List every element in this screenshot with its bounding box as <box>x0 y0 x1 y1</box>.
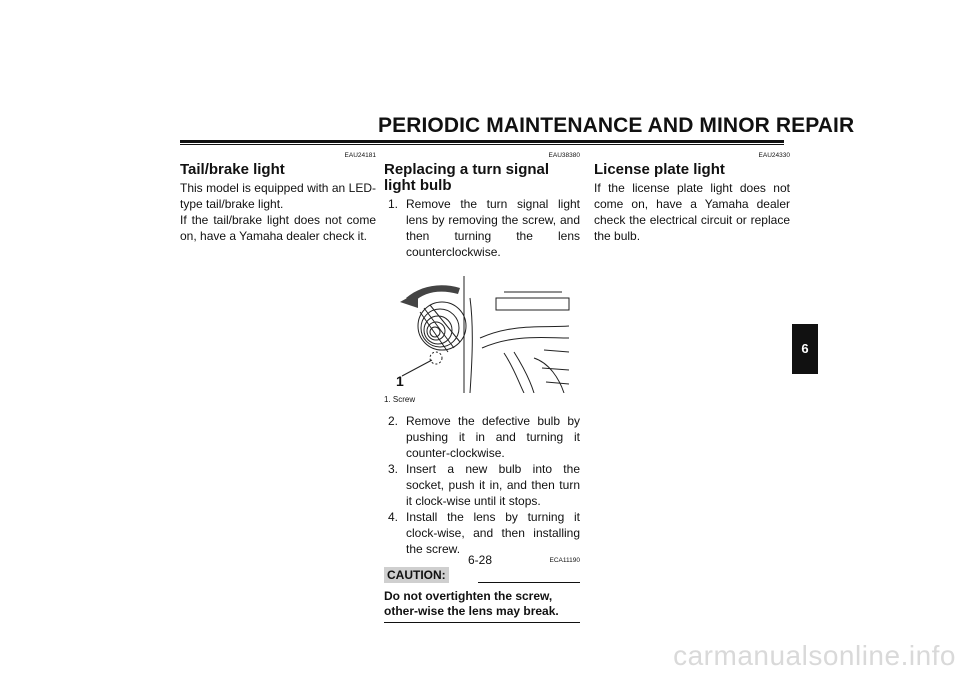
section-heading: License plate light <box>594 161 725 178</box>
section-code: EAU24330 <box>758 152 790 159</box>
caution-text: Do not overtighten the screw, other-wise the lens may break. <box>384 589 559 618</box>
step-text: Insert a new bulb into the socket, push it in, and then turn it clock-wise until it stops. <box>406 462 580 508</box>
callout-number: 1 <box>396 373 404 389</box>
caution-bottom-rule <box>384 622 580 623</box>
step-text: Install the lens by turning it clock-wise, and then installing the screw. <box>406 510 580 556</box>
list-item <box>384 461 580 509</box>
step-number: 1. <box>388 197 399 211</box>
steps-list <box>384 196 580 260</box>
step-number: 3. <box>388 462 399 476</box>
column-license-plate-light <box>594 152 790 244</box>
section-tab: 6 <box>792 324 818 374</box>
page-title: PERIODIC MAINTENANCE AND MINOR REPAIR <box>378 114 855 137</box>
list-item <box>384 413 580 461</box>
section-code: EAU24181 <box>344 152 376 159</box>
step-text: Remove the turn signal light lens by removing the screw, and then turning the lens counterclockwise. <box>406 197 580 259</box>
caution-code: ECA11190 <box>549 557 580 564</box>
caution-rule <box>478 582 580 583</box>
section-heading: Tail/brake light <box>180 161 285 178</box>
header-rule-thin <box>180 144 784 145</box>
caution-header <box>384 567 580 583</box>
list-item <box>384 509 580 557</box>
header-rule <box>180 140 784 143</box>
step-number: 4. <box>388 510 399 524</box>
section-code: EAU38380 <box>548 152 580 159</box>
section-heading: Replacing a turn signal light bulb <box>384 161 550 194</box>
paragraph: If the license plate light does not come on, have a Yamaha dealer check the electrical circuit or replace the bulb. <box>594 181 790 243</box>
step-text: Remove the defective bulb by pushing it in and turning it counter-clockwise. <box>406 414 580 460</box>
figure-caption: 1. Screw <box>384 395 416 404</box>
turn-signal-illustration <box>384 268 580 393</box>
column-tail-brake-light <box>180 152 376 244</box>
watermark: carmanualsonline.info <box>673 640 956 671</box>
list-item <box>384 196 580 260</box>
page-number: 6-28 <box>467 553 493 567</box>
steps-list-continued <box>384 413 580 557</box>
paragraph: If the tail/brake light does not come on, have a Yamaha dealer check it. <box>180 213 376 243</box>
paragraph: This model is equipped with an LED-type tail/brake light. <box>180 181 376 211</box>
turn-signal-drawing <box>384 268 580 393</box>
step-number: 2. <box>388 414 399 428</box>
caution-label: CAUTION: <box>384 567 449 583</box>
